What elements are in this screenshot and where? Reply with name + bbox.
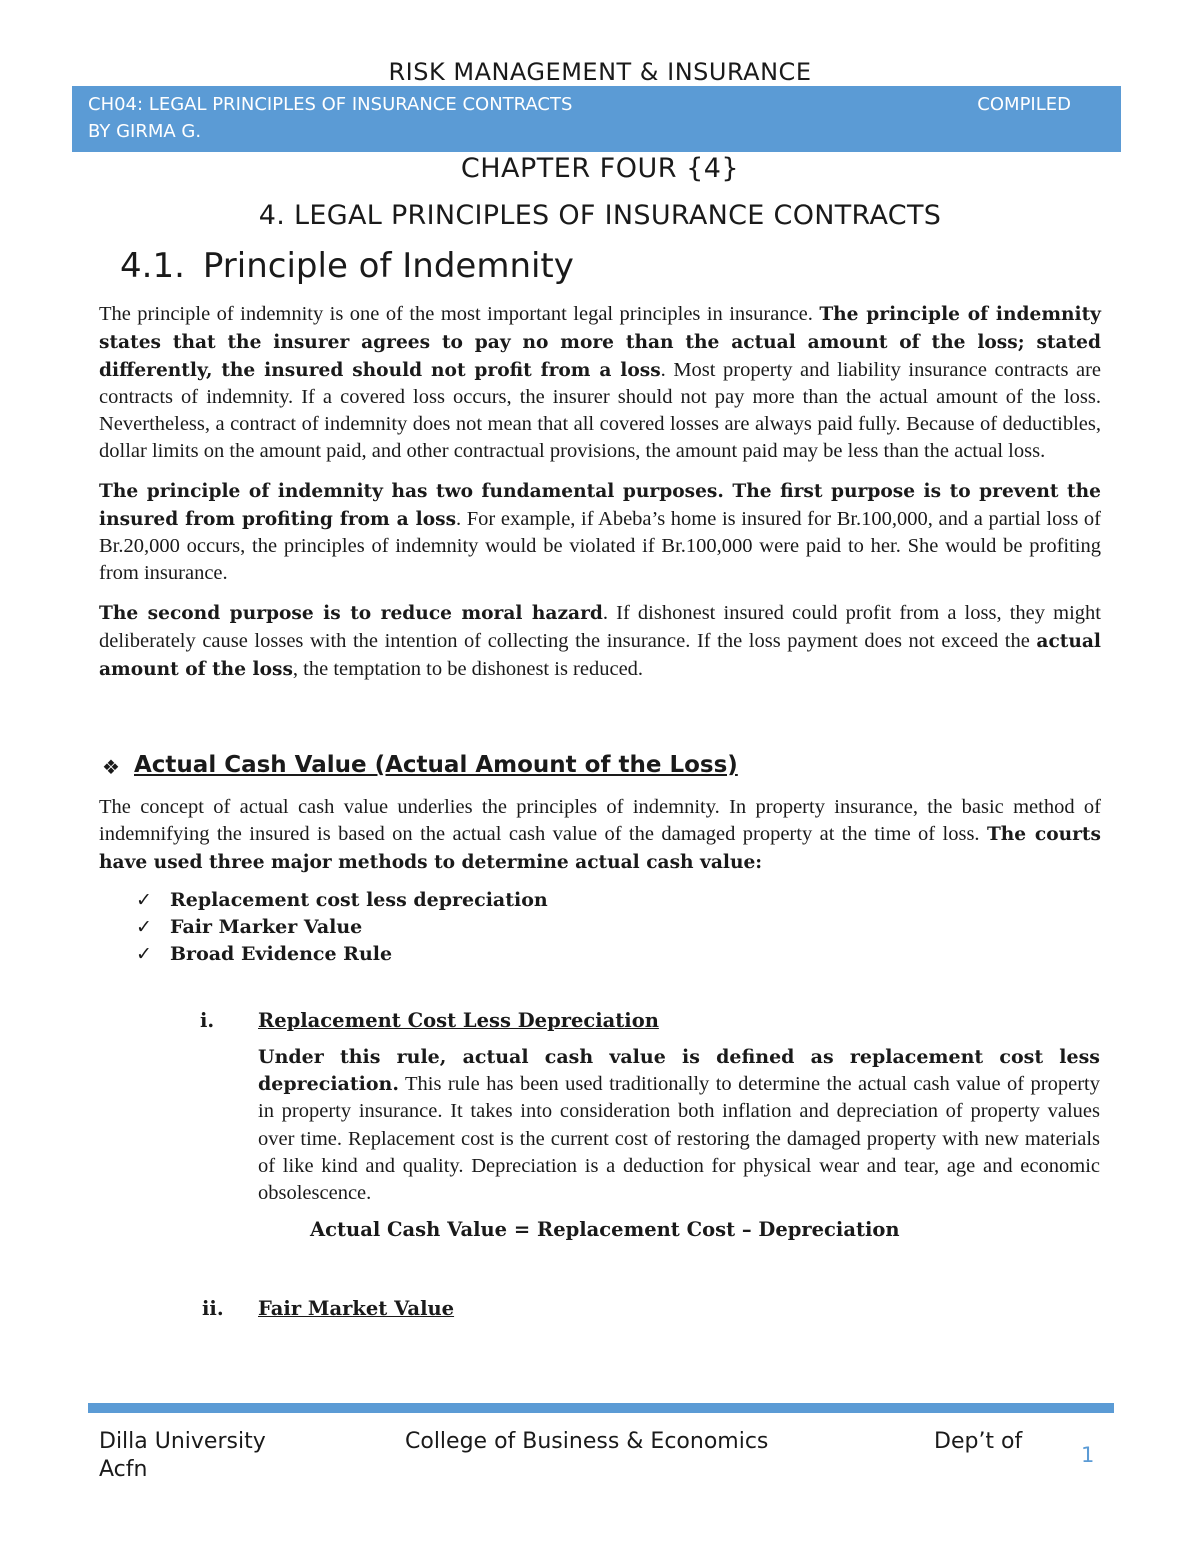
indemnity-body xyxy=(99,301,1101,696)
acv-text-1: The concept of actual cash value underlies the principles of indemnity. In property insurance, the basic method of indemnifying the insured is based on the actual cash value of the damaged property at the time of loss. xyxy=(99,796,1101,845)
section-ii-heading: Fair Market Value xyxy=(258,1297,455,1320)
para2-bold-1: The principle of indemnity has two fundamental purposes. The first purpose is to prevent the insured from profiting from a loss xyxy=(99,480,1101,530)
document-title: RISK MANAGEMENT & INSURANCE xyxy=(388,58,812,86)
footer-department-name: Acfn xyxy=(99,1457,148,1482)
acv-body xyxy=(99,794,1101,889)
chapter-banner xyxy=(72,86,1121,152)
heading-2 xyxy=(120,246,574,286)
para1-text-2: . Most property and liability insurance contracts are contracts of indemnity. If a covered loss occurs, the insurer should not pay more than the actual amount of the loss. Nevertheless, a contract of indemnity does not mean that all covered losses are always paid fully. Because of deductibles, dollar limits on the amount paid, and other contractual provisions, the amount paid may be less than the actual loss. xyxy=(99,358,1101,462)
list-item xyxy=(136,914,548,941)
section-i-heading: Replacement Cost Less Depreciation xyxy=(258,1009,659,1032)
footer-divider xyxy=(88,1403,1114,1413)
methods-list xyxy=(136,887,548,968)
para2-text-1: . For example, if Abeba’s home is insured for Br.100,000, and a partial loss of Br.20,000 occurs, the principles of indemnity would be violated if Br.100,000 were paid to her. She would be profiting from insurance. xyxy=(99,507,1101,585)
list-item xyxy=(136,941,548,968)
section-i-bold: Under this rule, actual cash value is defined as replacement cost less depreciation. xyxy=(258,1046,1100,1096)
footer-department: Dep’t of xyxy=(934,1429,1023,1454)
method-label: Fair Marker Value xyxy=(170,916,363,938)
footer-college: College of Business & Economics xyxy=(405,1429,769,1454)
banner-compiled-label: COMPILED xyxy=(977,94,1071,115)
diamond-bullet-icon: ❖ xyxy=(102,755,120,779)
banner-chapter-label: CH04: LEGAL PRINCIPLES OF INSURANCE CONTRACTS xyxy=(88,94,573,115)
footer-university: Dilla University xyxy=(99,1429,266,1454)
acv-bold-1: The courts have used three major methods to determine actual cash value: xyxy=(99,823,1101,873)
paragraph-2 xyxy=(99,478,1101,587)
paragraph-3 xyxy=(99,600,1101,683)
section-i-body xyxy=(258,1044,1100,1207)
method-label: Replacement cost less depreciation xyxy=(170,889,548,911)
section-ii-numeral: ii. xyxy=(202,1297,224,1320)
check-icon: ✓ xyxy=(136,943,152,965)
section-i-numeral: i. xyxy=(200,1009,215,1032)
heading-1: 4. LEGAL PRINCIPLES OF INSURANCE CONTRACTS xyxy=(258,200,942,231)
acv-formula: Actual Cash Value = Replacement Cost – Depreciation xyxy=(310,1218,900,1241)
acv-paragraph xyxy=(99,794,1101,876)
para3-text-2: , the temptation to be dishonest is reduced. xyxy=(292,657,644,680)
para1-bold-1: The principle of indemnity states that the insurer agrees to pay no more than the actual amount of the loss; stated differently, the insured should not profit from a loss xyxy=(99,304,1101,381)
heading-2-number: 4.1. xyxy=(120,246,185,286)
page-number: 1 xyxy=(1081,1443,1095,1467)
para3-bold-1: The second purpose is to reduce moral hazard xyxy=(99,602,603,624)
section-i-text: This rule has been used traditionally to determine the actual cash value of property in property insurance. It takes into consideration both inflation and depreciation of property values over time. Replacement cost is the current cost of restoring the damaged property with new materials of like kind and quality. Depreciation is a deduction for physical wear and tear, age and economic obsolescence. xyxy=(258,1073,1100,1205)
para3-text-1: . If dishonest insured could profit from a loss, they might deliberately cause losses with the intention of collecting the insurance. If the loss payment does not exceed the xyxy=(99,601,1101,652)
method-label: Broad Evidence Rule xyxy=(170,943,393,965)
para3-bold-2: actual amount of the loss xyxy=(99,630,1101,680)
paragraph-1 xyxy=(99,301,1101,465)
heading-2-text: Principle of Indemnity xyxy=(202,246,574,286)
list-item xyxy=(136,887,548,914)
check-icon: ✓ xyxy=(136,889,152,911)
check-icon: ✓ xyxy=(136,916,152,938)
acv-heading: Actual Cash Value (Actual Amount of the Loss) xyxy=(134,752,738,778)
para1-text-1: The principle of indemnity is one of the most important legal principles in insurance. xyxy=(99,303,820,325)
banner-author-label: BY GIRMA G. xyxy=(88,121,202,142)
chapter-title: CHAPTER FOUR {4} xyxy=(460,153,740,184)
